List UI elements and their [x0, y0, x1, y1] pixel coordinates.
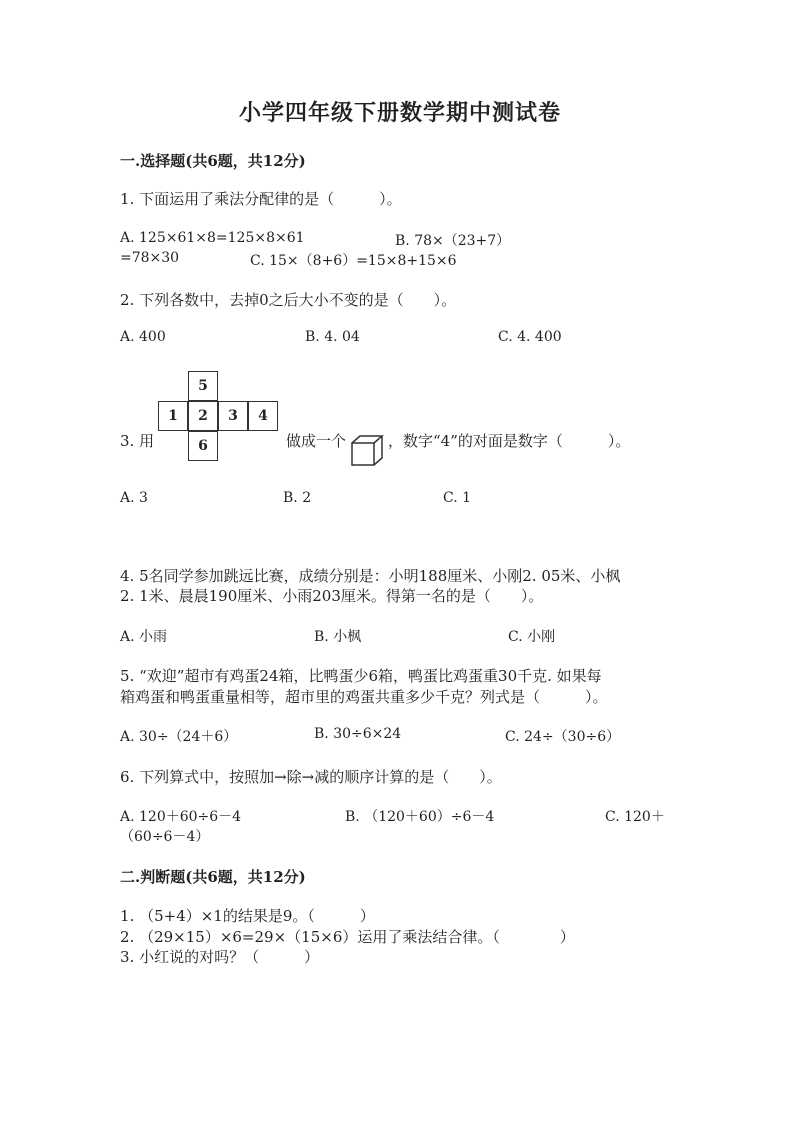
question-1-option-c: C. 15×（8+6）=15×8+15×6 — [250, 253, 457, 269]
question-6-stem: 6. 下列算式中，按照加→除→减的顺序计算的是（ ）。 — [120, 768, 502, 786]
net-cell-4: 4 — [248, 401, 278, 431]
question-4-option-b: B. 小枫 — [314, 629, 362, 645]
cube-net-figure — [158, 371, 282, 463]
question-2-option-c: C. 4. 400 — [498, 329, 562, 345]
question-2-option-b: B. 4. 04 — [305, 329, 360, 345]
section-heading-choice: 一.选择题(共6题，共12分) — [120, 152, 306, 170]
question-5-line-2: 箱鸡蛋和鸭蛋重量相等，超市里的鸡蛋共重多少千克？列式是（ ）。 — [120, 688, 608, 706]
question-2-stem: 2. 下列各数中，去掉0之后大小不变的是（ ）。 — [120, 291, 457, 309]
question-1-option-b: B. 78×（23+7） — [395, 233, 511, 249]
question-6-option-a: A. 120＋60÷6－4 — [120, 809, 242, 825]
page-title: 小学四年级下册数学期中测试卷 — [238, 100, 561, 126]
question-3-option-b: B. 2 — [283, 490, 312, 506]
judgement-item-2: 2. （29×15）×6=29×（15×6）运用了乘法结合律。（ ） — [120, 928, 575, 946]
cube-icon — [350, 434, 384, 468]
question-3-suffix: ，数字“4”的对面是数字（ ）。 — [388, 432, 631, 450]
question-4-option-c: C. 小刚 — [508, 629, 556, 645]
question-4-option-a: A. 小雨 — [120, 629, 168, 645]
question-6-option-c: C. 120＋ — [605, 809, 665, 825]
question-6-option-b: B. （120＋60）÷6－4 — [345, 809, 495, 825]
question-1-option-b-cont: =78×30 — [120, 250, 180, 266]
judgement-item-1: 1. （5+4）×1的结果是9。（ ） — [120, 907, 375, 925]
question-5-option-c: C. 24÷（30÷6） — [505, 729, 621, 745]
question-4-line-2: 2. 1米、晨晨190厘米、小雨203厘米。得第一名的是（ ）。 — [120, 587, 544, 605]
question-3-middle: 做成一个 — [286, 432, 347, 450]
question-2-option-a: A. 400 — [120, 329, 166, 345]
question-3-prefix: 3. 用 — [120, 432, 155, 450]
net-cell-3: 3 — [218, 401, 248, 431]
question-3-option-c: C. 1 — [443, 490, 472, 506]
question-5-option-b: B. 30÷6×24 — [314, 726, 402, 742]
question-5-option-a: A. 30÷（24＋6） — [120, 729, 238, 745]
question-1-stem: 1. 下面运用了乘法分配律的是（ ）。 — [120, 190, 402, 208]
question-5-line-1: 5. “欢迎”超市有鸡蛋24箱，比鸭蛋少6箱，鸭蛋比鸡蛋重30千克. 如果每 — [120, 667, 602, 685]
section-heading-judgement: 二.判断题(共6题，共12分) — [120, 868, 306, 886]
net-cell-1: 1 — [158, 401, 188, 431]
net-cell-2: 2 — [188, 401, 218, 431]
question-3-option-a: A. 3 — [120, 490, 148, 506]
judgement-item-3: 3. 小红说的对吗？（ ） — [120, 948, 320, 966]
net-cell-bottom: 6 — [188, 431, 218, 461]
question-4-line-1: 4. 5名同学参加跳远比赛，成绩分别是：小明188厘米、小刚2. 05米、小枫 — [120, 567, 621, 585]
question-6-option-c-cont: （60÷6－4） — [120, 829, 210, 845]
question-1-option-a: A. 125×61×8=125×8×61 — [120, 230, 305, 246]
net-cell-top: 5 — [188, 371, 218, 401]
